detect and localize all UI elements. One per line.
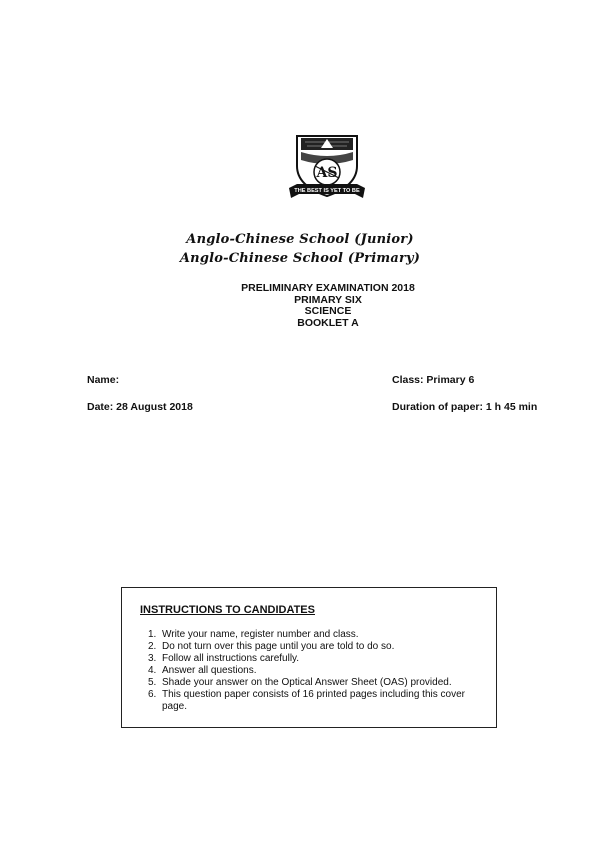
exam-header [0, 283, 600, 329]
instruction-number: 2. [148, 641, 157, 652]
instruction-item [148, 689, 488, 713]
exam-booklet: BOOKLET A [297, 316, 359, 329]
instruction-text: Do not turn over this page until you are told to do so. [162, 641, 395, 652]
class-field: Class: Primary 6 [392, 374, 475, 386]
exam-title: PRELIMINARY EXAMINATION 2018 [241, 282, 415, 294]
instructions-title: INSTRUCTIONS TO CANDIDATES [140, 604, 315, 616]
instructions-list [148, 629, 488, 713]
exam-subject: SCIENCE [304, 305, 352, 317]
school-crest-logo [287, 130, 367, 204]
instructions-box [121, 587, 497, 728]
crest-motto: THE BEST IS YET TO BE [294, 188, 360, 194]
school-names [0, 230, 600, 268]
instruction-item [148, 665, 488, 677]
instruction-item [148, 677, 488, 689]
instruction-item [148, 641, 488, 653]
instruction-text: Answer all questions. [162, 665, 257, 676]
instruction-text: This question paper consists of 16 printed pages including this cover page. [162, 689, 465, 712]
instruction-number: 6. [148, 689, 157, 700]
instruction-number: 5. [148, 677, 157, 688]
school-name-primary: Anglo-Chinese School (Primary) [179, 251, 421, 266]
instruction-item [148, 653, 488, 665]
instruction-number: 4. [148, 665, 157, 676]
date-field: Date: 28 August 2018 [87, 401, 193, 413]
instruction-number: 1. [148, 629, 157, 640]
instruction-item [148, 629, 488, 641]
instruction-text: Write your name, register number and class. [162, 629, 359, 640]
crest-monogram: AS [316, 165, 338, 181]
duration-field: Duration of paper: 1 h 45 min [392, 401, 538, 413]
instruction-text: Shade your answer on the Optical Answer Sheet (OAS) provided. [162, 677, 452, 688]
school-name-junior: Anglo-Chinese School (Junior) [186, 232, 414, 247]
exam-level: PRIMARY SIX [294, 293, 362, 306]
instruction-text: Follow all instructions carefully. [162, 653, 300, 664]
instruction-number: 3. [148, 653, 157, 664]
name-field: Name: [87, 374, 120, 386]
